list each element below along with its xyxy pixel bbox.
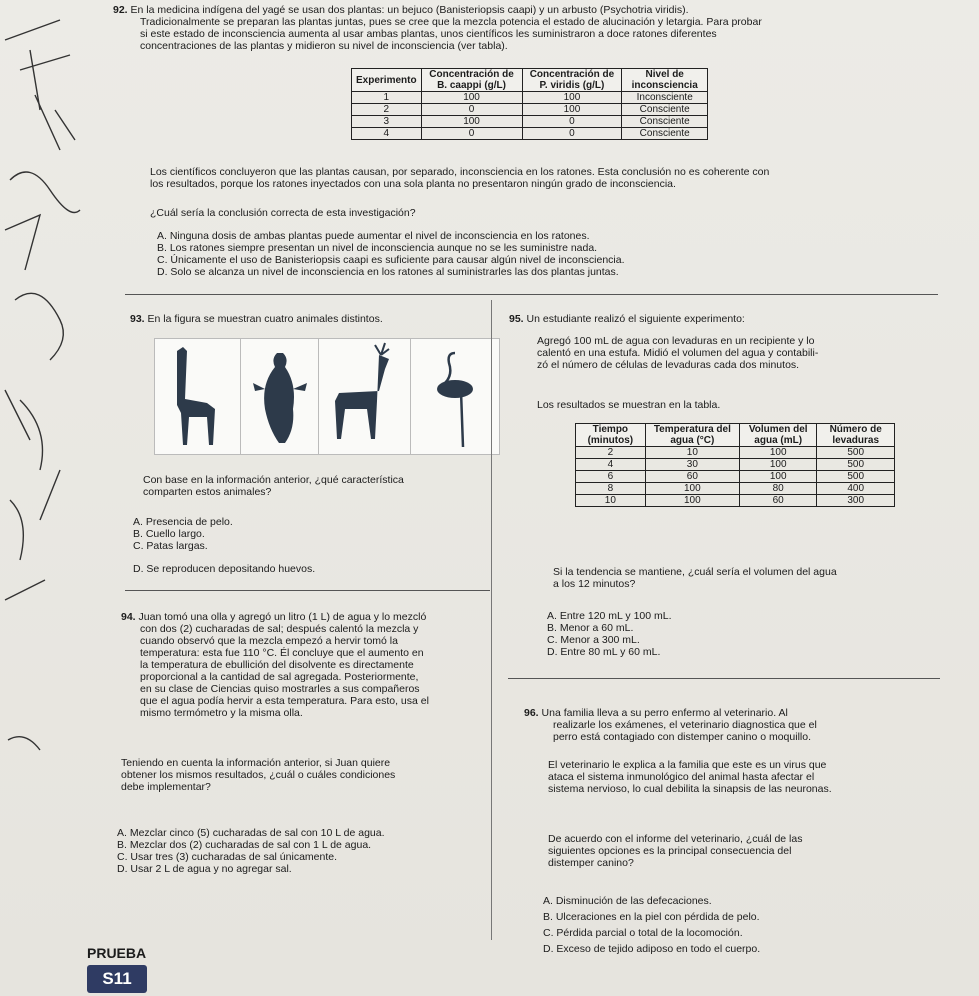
q92-table	[351, 68, 708, 140]
q93-option-b[interactable]: B. Cuello largo.	[133, 528, 205, 540]
q95-number: 95.	[509, 313, 524, 325]
cell: 4	[352, 128, 422, 140]
cell: 10	[645, 447, 739, 459]
table-row	[576, 495, 895, 507]
q96-option-b[interactable]: B. Ulceraciones en la piel con pérdida de pelo.	[543, 911, 760, 923]
q92-conclusion-2: los resultados, porque los ratones inyectados con una sola planta no presentaron ningún grado de inconsciencia.	[150, 178, 676, 190]
cell: 60	[739, 495, 816, 507]
table-row	[352, 116, 708, 128]
q92-number: 92.	[113, 4, 128, 16]
q93-stem	[130, 313, 490, 325]
cell: 100	[645, 495, 739, 507]
q94-line-2: con dos (2) cucharadas de sal; después calentó la mezcla y	[140, 623, 419, 635]
cell: 500	[817, 459, 895, 471]
q92-conclusion-1: Los científicos concluyeron que las plantas causan, por separado, inconsciencia en los ratones. Esta conclusión no es coherente con	[150, 166, 770, 178]
q96-option-d[interactable]: D. Exceso de tejido adiposo en todo el cuerpo.	[543, 943, 761, 955]
deer-icon	[319, 339, 411, 454]
q95-question-2: a los 12 minutos?	[553, 578, 636, 590]
q95-option-a[interactable]: A. Entre 120 mL y 100 mL.	[547, 610, 672, 622]
column-divider	[491, 300, 492, 940]
q96-line-1	[524, 707, 954, 719]
q95-th-3: Número de levaduras	[817, 424, 895, 447]
cell: 100	[522, 92, 622, 104]
q95-question-1: Si la tendencia se mantiene, ¿cuál sería el volumen del agua	[553, 566, 837, 578]
q94-number: 94.	[121, 611, 136, 623]
q94-line-6: proporcional a la cantidad de sal agregada. Posteriormente,	[140, 671, 419, 683]
cell: 0	[421, 128, 522, 140]
cell: Inconsciente	[622, 92, 708, 104]
q92-option-d[interactable]: D. Solo se alcanza un nivel de inconsciencia en los ratones al suministrarles las dos plantas juntas.	[157, 266, 619, 278]
q94-line-9: mismo termómetro y la misma olla.	[140, 707, 303, 719]
cell: 500	[817, 471, 895, 483]
q95-th-1: Temperatura del agua (°C)	[645, 424, 739, 447]
cell: 30	[645, 459, 739, 471]
cell: 0	[522, 128, 622, 140]
q93-number: 93.	[130, 313, 145, 325]
q95-th-2: Volumen del agua (mL)	[739, 424, 816, 447]
q92-option-c[interactable]: C. Únicamente el uso de Banisteriopsis caapi es suficiente para causar algún nivel de inconsciencia.	[157, 254, 625, 266]
cell: Consciente	[622, 104, 708, 116]
cell: 500	[817, 447, 895, 459]
table-row	[576, 483, 895, 495]
q92-th-2: Concentración de P. viridis (g/L)	[522, 69, 622, 92]
q95-option-b[interactable]: B. Menor a 60 mL.	[547, 622, 634, 634]
table-row	[352, 104, 708, 116]
q95-stem-text: Un estudiante realizó el siguiente experimento:	[526, 313, 745, 325]
q94-question-3: debe implementar?	[121, 781, 211, 793]
q92-th-3: Nivel de inconsciencia	[622, 69, 708, 92]
giraffe-image	[154, 338, 242, 455]
q96-text: Una familia lleva a su perro enfermo al veterinario. Al	[541, 707, 788, 719]
cell: 400	[817, 483, 895, 495]
table-row	[576, 471, 895, 483]
q96-info-2: ataca el sistema inmunológico del animal hasta afectar el	[548, 771, 815, 783]
cell: 2	[576, 447, 646, 459]
table-row	[352, 92, 708, 104]
q92-th-0: Experimento	[352, 69, 422, 92]
cell: 4	[576, 459, 646, 471]
cell: 100	[421, 92, 522, 104]
q94-line-8: que el agua podía hervir a esta temperatura. Para esto, usa el	[140, 695, 429, 707]
cell: 0	[421, 104, 522, 116]
q96-option-c[interactable]: C. Pérdida parcial o total de la locomoción.	[543, 927, 743, 939]
q95-desc-2: calentó en una estufa. Midió el volumen del agua y contabili-	[537, 347, 819, 359]
q94-option-a[interactable]: A. Mezclar cinco (5) cucharadas de sal con 10 L de agua.	[117, 827, 385, 839]
q93-option-c[interactable]: C. Patas largas.	[133, 540, 208, 552]
q92-option-a[interactable]: A. Ninguna dosis de ambas plantas puede aumentar el nivel de inconsciencia en los ratones.	[157, 230, 590, 242]
cell: 60	[645, 471, 739, 483]
q96-line-2: realizarle los exámenes, el veterinario diagnostica que el	[553, 719, 817, 731]
cell: Consciente	[622, 128, 708, 140]
divider	[125, 590, 490, 591]
q95-desc-3: zó el número de células de levaduras cada dos minutos.	[537, 359, 800, 371]
q94-line-3: cuando observó que la mezcla empezó a hervir tomó la	[140, 635, 398, 647]
q95-option-d[interactable]: D. Entre 80 mL y 60 mL.	[547, 646, 661, 658]
q92-intro-line-1: En la medicina indígena del yagé se usan dos plantas: un bejuco (Banisteriopsis caapi) y un arbusto (Psychotria viridis).	[130, 4, 689, 16]
q96-question-2: siguientes opciones es la principal consecuencia del	[548, 845, 792, 857]
q94-text: Juan tomó una olla y agregó un litro (1 L) de agua y lo mezcló	[138, 611, 427, 623]
q94-option-d[interactable]: D. Usar 2 L de agua y no agregar sal.	[117, 863, 292, 875]
platypus-icon	[241, 339, 319, 454]
q92-intro	[113, 4, 963, 16]
divider	[125, 294, 938, 295]
q96-number: 96.	[524, 707, 539, 719]
q92-option-b[interactable]: B. Los ratones siempre presentan un nivel de inconsciencia aunque no se les suministre nada.	[157, 242, 598, 254]
q96-question-1: De acuerdo con el informe del veterinario, ¿cuál de las	[548, 833, 803, 845]
q95-results: Los resultados se muestran en la tabla.	[537, 399, 721, 411]
giraffe-icon	[155, 339, 241, 454]
q96-question-3: distemper canino?	[548, 857, 634, 869]
q94-line-5: la temperatura de ebullición del disolvente es directamente	[140, 659, 414, 671]
cell: 100	[421, 116, 522, 128]
q94-question-2: obtener los mismos resultados, ¿cuál o cuáles condiciones	[121, 769, 396, 781]
q94-line-1	[121, 611, 496, 623]
q93-option-d[interactable]: D. Se reproducen depositando huevos.	[133, 563, 316, 575]
q95-th-0: Tiempo (minutos)	[576, 424, 646, 447]
q96-option-a[interactable]: A. Disminución de las defecaciones.	[543, 895, 712, 907]
q94-option-c[interactable]: C. Usar tres (3) cucharadas de sal únicamente.	[117, 851, 338, 863]
q92-intro-line-2: Tradicionalmente se preparan las plantas juntas, pues se cree que la mezcla potencia el estado de alucinación y letargia. Para probar	[140, 16, 762, 28]
q94-line-4: temperatura: esta fue 110 °C. Él concluye que el aumento en	[140, 647, 424, 659]
q94-line-7: en su clase de Ciencias quiso mostrarles a sus compañeros	[140, 683, 420, 695]
cell: 100	[739, 459, 816, 471]
platypus-image	[240, 338, 320, 455]
cell: 80	[739, 483, 816, 495]
cell: 100	[645, 483, 739, 495]
q95-desc-1: Agregó 100 mL de agua con levaduras en un recipiente y lo	[537, 335, 815, 347]
q96-line-3: perro está contagiado con distemper canino o moquillo.	[553, 731, 811, 743]
cell: 100	[522, 104, 622, 116]
q93-question-1: Con base en la información anterior, ¿qué característica	[143, 474, 404, 486]
q94-option-b[interactable]: B. Mezclar dos (2) cucharadas de sal con 1 L de agua.	[117, 839, 372, 851]
q96-info-3: sistema nervioso, lo cual debilita la sinapsis de las neuronas.	[548, 783, 832, 795]
cell: 8	[576, 483, 646, 495]
q93-stem-text: En la figura se muestran cuatro animales distintos.	[147, 313, 383, 325]
margin-handwriting	[0, 0, 90, 780]
prueba-label: PRUEBA	[87, 945, 147, 961]
cell: 300	[817, 495, 895, 507]
q92-intro-line-4: concentraciones de las plantas y midieron su nivel de inconsciencia (ver tabla).	[140, 40, 508, 52]
test-code-badge: S11	[87, 965, 147, 993]
table-row	[352, 128, 708, 140]
q93-option-a[interactable]: A. Presencia de pelo.	[133, 516, 233, 528]
q95-stem	[509, 313, 949, 325]
cell: 2	[352, 104, 422, 116]
q96-info-1: El veterinario le explica a la familia que este es un virus que	[548, 759, 827, 771]
deer-image	[318, 338, 412, 455]
table-row	[576, 447, 895, 459]
cell: 10	[576, 495, 646, 507]
q94-question-1: Teniendo en cuenta la información anterior, si Juan quiere	[121, 757, 391, 769]
cell: 100	[739, 447, 816, 459]
q92-question: ¿Cuál sería la conclusión correcta de esta investigación?	[150, 207, 416, 219]
q93-question-2: comparten estos animales?	[143, 486, 272, 498]
cell: 6	[576, 471, 646, 483]
cell: 3	[352, 116, 422, 128]
cell: 100	[739, 471, 816, 483]
flamingo-icon	[411, 339, 499, 454]
cell: 1	[352, 92, 422, 104]
cell: Consciente	[622, 116, 708, 128]
q95-table	[575, 423, 895, 507]
cell: 0	[522, 116, 622, 128]
q92-intro-line-3: si este estado de inconsciencia aumenta al usar ambas plantas, unos científicos les suministraron a doce ratones diferentes	[140, 28, 717, 40]
flamingo-image	[410, 338, 500, 455]
q92-th-1: Concentración de B. caappi (g/L)	[421, 69, 522, 92]
table-row	[576, 459, 895, 471]
divider	[508, 678, 940, 679]
q95-option-c[interactable]: C. Menor a 300 mL.	[547, 634, 640, 646]
